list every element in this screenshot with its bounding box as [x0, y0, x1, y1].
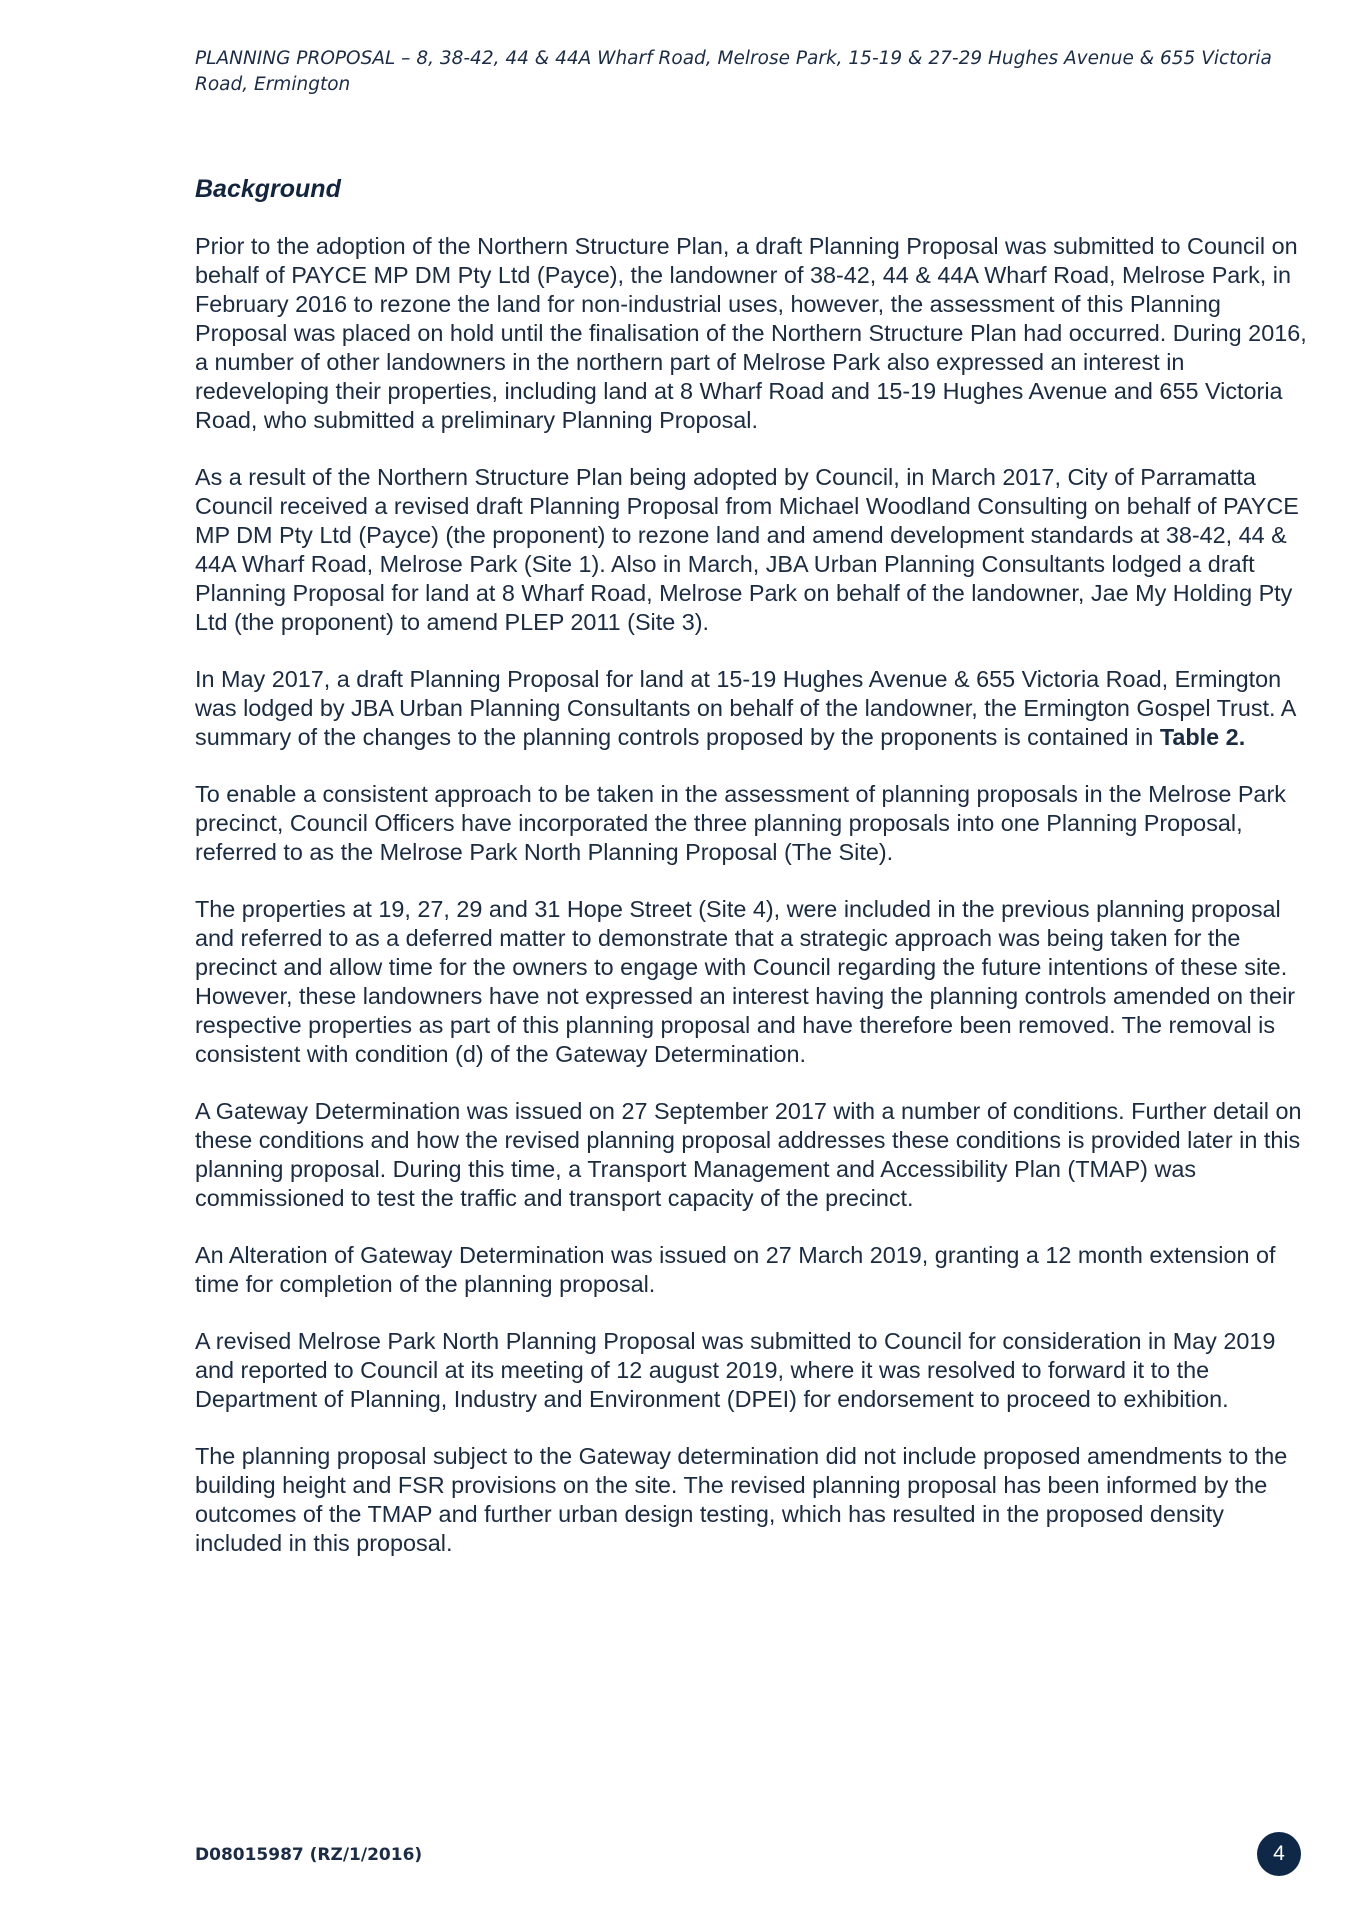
paragraph-alteration-gateway: An Alteration of Gateway Determination was issued on 27 March 2019, granting a 12 month extension of time for completion of the planning proposal.: [195, 1242, 1276, 1297]
paragraph-gateway-determination: A Gateway Determination was issued on 27 September 2017 with a number of conditions. Further detail on these conditions and how the revised planning proposal addresses these conditions is provided later in this planning proposal. During this time, a Transport Management and Accessibility Plan (TMAP) was commissioned to test the traffic and transport capacity of the precinct.: [195, 1098, 1302, 1211]
paragraph-revised-proposal: A revised Melrose Park North Planning Proposal was submitted to Council for consideration in May 2019 and reported to Council at its meeting of 12 august 2019, where it was resolved to forward it to the Department of Planning, Industry and Environment (DPEI) for endorsement to proceed to exhibition.: [195, 1328, 1276, 1412]
page-number-badge: 4: [1257, 1832, 1301, 1876]
paragraph-may-2017-text: In May 2017, a draft Planning Proposal for land at 15-19 Hughes Avenue & 655 Victoria Road, Ermington was lodged by JBA Urban Planning Consultants on behalf of the landowner, the Ermington Gospel Trust. A summary of the changes to the planning controls proposed by the proponents is contained in: [195, 666, 1296, 750]
paragraph-hope-street: The properties at 19, 27, 29 and 31 Hope Street (Site 4), were included in the previous planning proposal and referred to as a deferred matter to demonstrate that a strategic approach was being taken for the precinct and allow time for the owners to engage with Council regarding the future intentions of these site. However, these landowners have not expressed an interest having the planning controls amended on their respective properties as part of this planning proposal and have therefore been removed. The removal is consistent with condition (d) of the Gateway Determination.: [195, 896, 1296, 1067]
body-text: [195, 232, 1315, 1586]
running-header: PLANNING PROPOSAL – 8, 38-42, 44 & 44A Wharf Road, Melrose Park, 15-19 & 27-29 Hughes Avenue & 655 Victoria Road, Ermington: [195, 48, 1272, 95]
paragraph-building-height-fsr: The planning proposal subject to the Gateway determination did not include proposed amendments to the building height and FSR provisions on the site. The revised planning proposal has been informed by the outcomes of the TMAP and further urban design testing, which has resulted in the proposed density included in this proposal.: [195, 1443, 1288, 1556]
section-heading-background: Background: [195, 175, 341, 203]
paragraph-consistent-approach: To enable a consistent approach to be taken in the assessment of planning proposals in the Melrose Park precinct, Council Officers have incorporated the three planning proposals into one Planning Proposal, referred to as the Melrose Park North Planning Proposal (The Site).: [195, 781, 1286, 865]
document-reference: D08015987 (RZ/1/2016): [195, 1845, 423, 1865]
paragraph-may-2017: [195, 665, 1315, 752]
paragraph-prior-adoption: Prior to the adoption of the Northern Structure Plan, a draft Planning Proposal was submitted to Council on behalf of PAYCE MP DM Pty Ltd (Payce), the landowner of 38-42, 44 & 44A Wharf Road, Melrose Park, in February 2016 to rezone the land for non-industrial uses, however, the assessment of this Planning Proposal was placed on hold until the finalisation of the Northern Structure Plan had occurred. During 2016, a number of other landowners in the northern part of Melrose Park also expressed an interest in redeveloping their properties, including land at 8 Wharf Road and 15-19 Hughes Avenue and 655 Victoria Road, who submitted a preliminary Planning Proposal.: [195, 233, 1307, 433]
paragraph-structure-plan-adopted: As a result of the Northern Structure Plan being adopted by Council, in March 2017, City of Parramatta Council received a revised draft Planning Proposal from Michael Woodland Consulting on behalf of PAYCE MP DM Pty Ltd (Payce) (the proponent) to rezone land and amend development standards at 38-42, 44 & 44A Wharf Road, Melrose Park (Site 1). Also in March, JBA Urban Planning Consultants lodged a draft Planning Proposal for land at 8 Wharf Road, Melrose Park on behalf of the landowner, Jae My Holding Pty Ltd (the proponent) to amend PLEP 2011 (Site 3).: [195, 464, 1299, 635]
table-2-reference: Table 2.: [1159, 724, 1246, 750]
